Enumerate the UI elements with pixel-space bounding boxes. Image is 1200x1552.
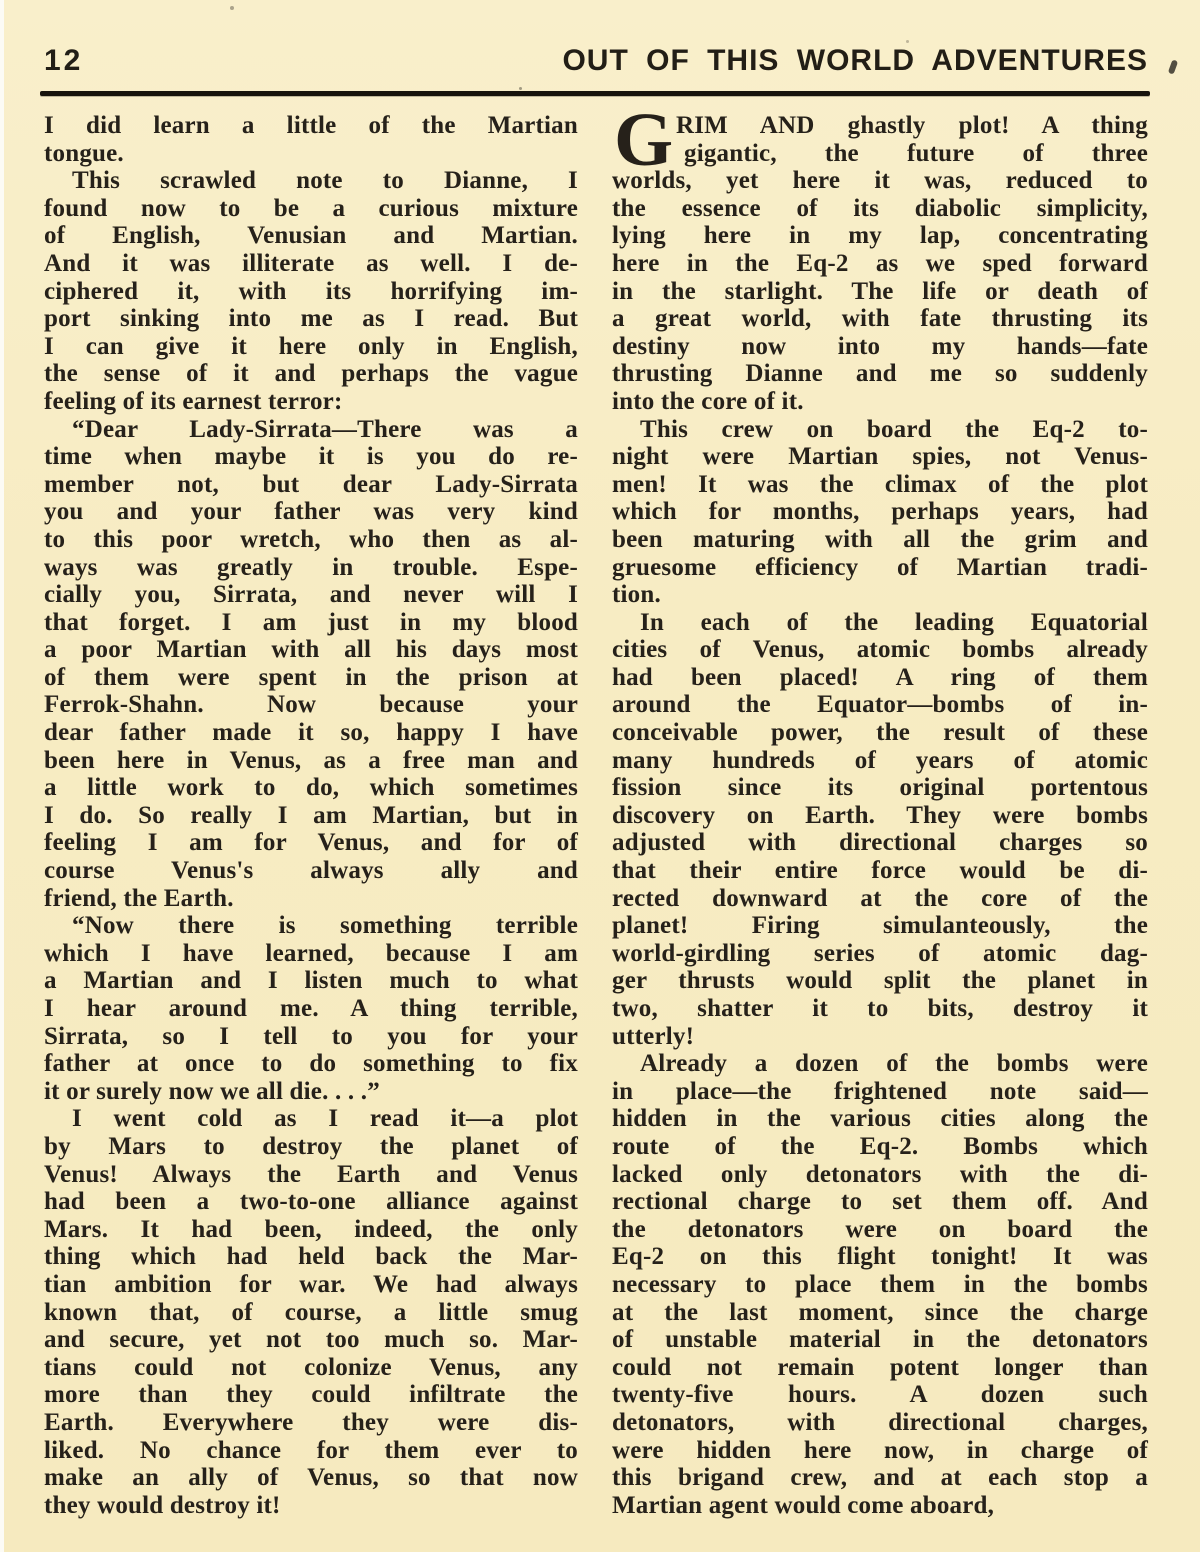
text-line: route of the Eq-2. Bombs which: [612, 1132, 1148, 1160]
text-line: in place—the frightened note said—: [612, 1077, 1148, 1105]
text-line: hidden in the various cities along the: [612, 1105, 1148, 1133]
text-line: planet! Firing simulanteously, the: [612, 912, 1148, 940]
text-line: they would destroy it!: [44, 1491, 281, 1519]
paragraph: [612, 1050, 1148, 1519]
text-line: I do. So really I am Martian, but in: [44, 801, 578, 829]
text-line: Mars. It had been, indeed, the only: [44, 1215, 578, 1243]
text-line: in the starlight. The life or death of: [612, 277, 1148, 305]
text-line: at the last moment, since the charge: [612, 1298, 1148, 1326]
text-line: a great world, with fate thrusting its: [612, 305, 1148, 333]
text-line: were hidden here now, in charge of: [612, 1436, 1148, 1464]
text-line: ciphered it, with its horrifying im-: [44, 277, 578, 305]
text-line: more than they could infiltrate the: [44, 1381, 578, 1409]
paragraph: [44, 416, 578, 913]
text-line: I went cold as I read it—a plot: [72, 1105, 578, 1133]
text-line: twenty-five hours. A dozen such: [612, 1381, 1148, 1409]
text-line: gigantic, the future of three: [684, 139, 1148, 167]
right-column: [612, 98, 1148, 1519]
text-line: many hundreds of years of atomic: [612, 746, 1148, 774]
text-line: the sense of it and perhaps the vague: [44, 360, 578, 388]
text-line: been maturing with all the grim and: [612, 525, 1148, 553]
text-line: found now to be a curious mixture: [44, 194, 578, 222]
text-line: a little work to do, which sometimes: [44, 774, 578, 802]
text-line: had been placed! A ring of them: [612, 663, 1148, 691]
text-line: this brigand crew, and at each stop a: [612, 1464, 1148, 1492]
scan-speckle: [906, 40, 909, 43]
text-line: been here in Venus, as a free man and: [44, 746, 578, 774]
text-line: tian ambition for war. We had always: [44, 1270, 578, 1298]
page-number: 12: [44, 44, 84, 77]
text-line: tongue.: [44, 139, 124, 167]
text-line: of English, Venusian and Martian.: [44, 222, 578, 250]
text-line: cially you, Sirrata, and never will I: [44, 581, 578, 609]
text-line: feeling I am for Venus, and for of: [44, 829, 578, 857]
text-line: Earth. Everywhere they were dis-: [44, 1408, 578, 1436]
text-line: world-girdling series of atomic dag-: [612, 939, 1148, 967]
text-line: I can give it here only in English,: [44, 332, 578, 360]
text-line: ger thrusts would split the planet in: [612, 967, 1148, 995]
text-line: worlds, yet here it was, reduced to: [612, 167, 1148, 195]
text-line: the essence of its diabolic simplicity,: [612, 194, 1148, 222]
text-line: feeling of its earnest terror:: [44, 387, 343, 415]
text-line: gruesome efficiency of Martian tradi-: [612, 553, 1148, 581]
text-line: a Martian and I listen much to what: [44, 967, 578, 995]
text-line: rected downward at the core of the: [612, 884, 1148, 912]
text-line: cities of Venus, atomic bombs already: [612, 636, 1148, 664]
text-line: course Venus's always ally and: [44, 857, 578, 885]
text-line: Martian agent would come aboard,: [612, 1491, 995, 1519]
running-title: OUT OF THIS WORLD ADVENTURES: [562, 44, 1148, 77]
text-line: of unstable material in the detonators: [612, 1326, 1148, 1354]
page-header: [44, 44, 1148, 78]
text-line: Eq-2 on this flight tonight! It was: [612, 1243, 1148, 1271]
text-line: that their entire force would be di-: [612, 857, 1148, 885]
text-line: conceivable power, the result of these: [612, 719, 1148, 747]
scan-speckle: [519, 87, 522, 90]
text-line: and secure, yet not too much so. Mar-: [44, 1326, 578, 1354]
text-line: known that, of course, a little smug: [44, 1298, 578, 1326]
text-line: And it was illiterate as well. I de-: [44, 249, 578, 277]
text-line: friend, the Earth.: [44, 884, 234, 912]
text-line: liked. No chance for them ever to: [44, 1436, 578, 1464]
text-line: that forget. I am just in my blood: [44, 608, 578, 636]
text-line: lacked only detonators with the di-: [612, 1160, 1148, 1188]
paragraph: [612, 416, 1148, 609]
text-line: ways was greatly in trouble. Espe-: [44, 553, 578, 581]
text-line: father at once to do something to fix: [44, 1050, 578, 1078]
text-line: This scrawled note to Dianne, I: [72, 167, 578, 195]
text-line: This crew on board the Eq-2 to-: [640, 415, 1148, 443]
text-line: necessary to place them in the bombs: [612, 1270, 1148, 1298]
text-line: “Now there is something terrible: [72, 912, 578, 940]
text-line: rectional charge to set them off. And: [612, 1188, 1148, 1216]
scan-speckle: [230, 6, 234, 10]
text-line: thing which had held back the Mar-: [44, 1243, 578, 1271]
text-line: which I have learned, because I am: [44, 939, 578, 967]
text-line: thrusting Dianne and me so suddenly: [612, 360, 1148, 388]
text-line: tians could not colonize Venus, any: [44, 1353, 578, 1381]
text-line: Already a dozen of the bombs were: [640, 1050, 1148, 1078]
text-line: Venus! Always the Earth and Venus: [44, 1160, 578, 1188]
paragraph: [44, 112, 578, 167]
text-line: men! It was the climax of the plot: [612, 470, 1148, 498]
scan-edge: [0, 0, 4, 1552]
text-line: into the core of it.: [612, 387, 804, 415]
text-line: I did learn a little of the Martian: [44, 112, 578, 139]
text-line: I hear around me. A thing terrible,: [44, 995, 578, 1022]
text-line: Sirrata, so I tell to you for your: [44, 1022, 578, 1050]
paragraph: [44, 912, 578, 1105]
text-line: you and your father was very kind: [44, 498, 578, 526]
text-line: to this poor wretch, who then as al-: [44, 525, 578, 553]
text-line: it or surely now we all die. . . .”: [44, 1077, 380, 1105]
paragraph: [612, 609, 1148, 1051]
text-line: Ferrok-Shahn. Now because your: [44, 691, 578, 719]
text-line: tion.: [612, 581, 661, 609]
text-line: detonators, with directional charges,: [612, 1408, 1148, 1436]
text-line: around the Equator—bombs of in-: [612, 691, 1148, 719]
text-line: of them were spent in the prison at: [44, 663, 578, 691]
text-line: make an ally of Venus, so that now: [44, 1464, 578, 1492]
text-line: could not remain potent longer than: [612, 1353, 1148, 1381]
scan-speckle: [1168, 59, 1178, 74]
text-line: “Dear Lady-Sirrata—There was a: [72, 415, 578, 443]
header-rule: [40, 91, 1150, 96]
text-line: a poor Martian with all his days most: [44, 636, 578, 664]
text-line: time when maybe it is you do re-: [44, 443, 578, 471]
text-line: the detonators were on board the: [612, 1215, 1148, 1243]
text-line: utterly!: [612, 1022, 695, 1050]
text-line: RIM AND ghastly plot! A thing: [676, 112, 1148, 139]
text-line: dear father made it so, happy I have: [44, 719, 578, 747]
text-line: fission since its original portentous: [612, 774, 1148, 802]
text-line: night were Martian spies, not Venus-: [612, 443, 1148, 471]
text-line: port sinking into me as I read. But: [44, 305, 578, 333]
text-line: two, shatter it to bits, destroy it: [612, 995, 1148, 1022]
paragraph: [612, 98, 1148, 416]
left-column: [44, 112, 578, 1519]
text-line: lying here in my lap, concentrating: [612, 222, 1148, 250]
text-line: here in the Eq-2 as we sped forward: [612, 249, 1148, 277]
text-line: which for months, perhaps years, had: [612, 498, 1148, 526]
text-line: In each of the leading Equatorial: [640, 608, 1148, 636]
paragraph: [44, 167, 578, 415]
text-line: had been a two-to-one alliance against: [44, 1188, 578, 1216]
text-line: by Mars to destroy the planet of: [44, 1132, 578, 1160]
paragraph: [44, 1105, 578, 1519]
drop-cap-letter: G: [614, 98, 674, 182]
text-line: adjusted with directional charges so: [612, 829, 1148, 857]
text-line: member not, but dear Lady-Sirrata: [44, 470, 578, 498]
text-line: discovery on Earth. They were bombs: [612, 801, 1148, 829]
text-line: destiny now into my hands—fate: [612, 332, 1148, 360]
